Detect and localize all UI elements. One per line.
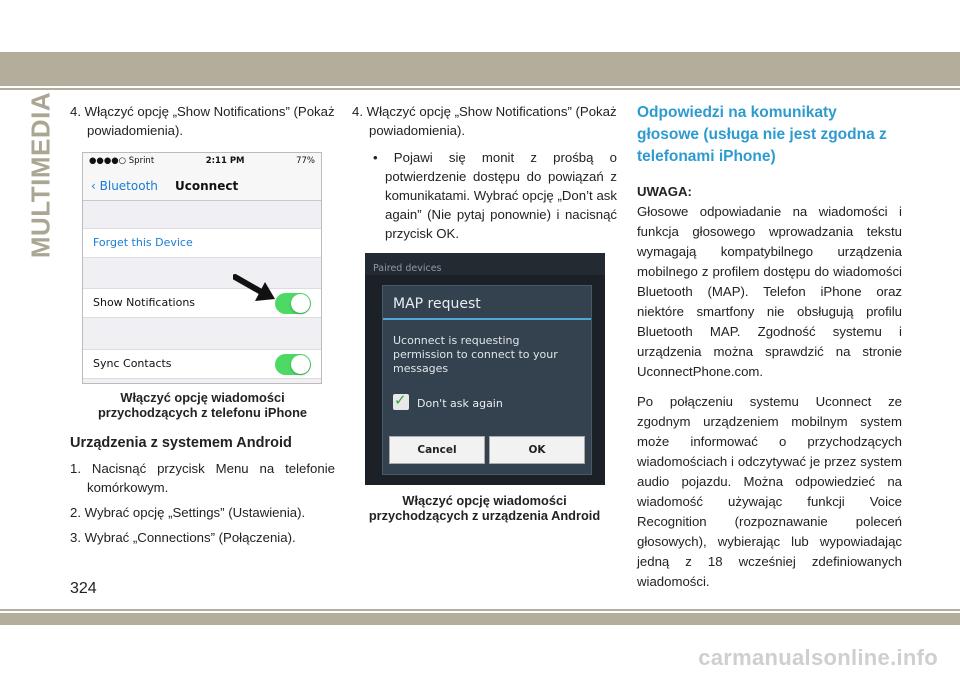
ok-button: OK [489, 436, 585, 464]
paired-devices-header: Paired devices [365, 253, 605, 275]
iphone-screenshot [82, 152, 322, 384]
page-number: 324 [70, 580, 97, 597]
android-section-heading: Urządzenia z systemem Android [70, 435, 292, 451]
step-text: Włączyć opcję „Show Notifications” (Pokaż powiadomienia). [84, 104, 335, 138]
step-4-show-notifications [70, 102, 335, 140]
dialog-title: MAP request [383, 286, 591, 320]
step-4-show-notifications-android: 4. Włączyć opcję „Show Notifications” (Pokaż powiadomienia). [352, 104, 617, 138]
forget-device-row: Forget this Device [83, 228, 322, 258]
clock-label: 2:11 PM [205, 155, 245, 166]
note-paragraph: Głosowe odpowiadanie na wiadomości i funkcja głosowego wprowadzania tekstu wymagają kompatybilnego urządzenia mobilnego z profilem dostępu do wiadomości Bluetooth (MAP). Telefon iPhone oraz niektóre smartfony nie obsługują profilu Bluetooth MAP. Zgodność systemu i urządzenia można sprawdzić na stronie UconnectPhone.com. [637, 204, 902, 379]
checkbox-checked-icon [393, 394, 409, 410]
notifications-toggle [275, 293, 311, 314]
step-number: 4. [70, 104, 81, 119]
carrier-label: ●●●●○ Sprint [89, 155, 155, 166]
cancel-button: Cancel [389, 436, 485, 464]
step-2-settings: 2. Wybrać opcję „Settings” (Ustawienia). [70, 505, 306, 520]
pointer-arrow-icon [233, 273, 277, 303]
android-screenshot [365, 253, 605, 485]
voice-reply-heading: Odpowiedzi na komunikaty głosowe (usługa nie jest zgodna z telefonami iPhone) [637, 104, 887, 165]
step-3-connections: 3. Wybrać „Connections” (Połączenia). [70, 530, 296, 545]
column-left [70, 102, 335, 547]
iphone-status-bar [83, 153, 321, 169]
dialog-message: Uconnect is requesting permission to connect to your messages [393, 334, 558, 375]
footer-band [0, 613, 960, 625]
battery-label: 77% [296, 155, 315, 166]
back-label: Bluetooth [99, 179, 158, 193]
iphone-caption: Włączyć opcję wiadomości przychodzących z telefonu iPhone [97, 390, 308, 420]
dont-ask-again-label: Don't ask again [417, 397, 503, 410]
iphone-nav-bar [83, 169, 321, 201]
header-band [0, 52, 960, 86]
column-right [637, 102, 902, 592]
sync-contacts-row [83, 349, 322, 379]
chevron-left-icon: ‹ [91, 179, 100, 193]
map-request-dialog [382, 285, 592, 475]
iphone-nav-title: Uconnect [175, 179, 239, 193]
sync-contacts-toggle [275, 354, 311, 375]
step-1-menu: 1. Nacisnąć przycisk Menu na telefonie komórkowym. [70, 461, 335, 495]
footer-rule [0, 609, 960, 611]
map-prompt-bullet: • Pojawi się monit z prośbą o potwierdzenie dostępu do powiązań z komunikatami. Wybrać opcję „Don’t ask again” (Nie pytaj ponownie) i nacisnąć przycisk OK. [373, 150, 617, 241]
side-tab-label: MULTIMEDIA [25, 91, 56, 259]
voice-reply-paragraph: Po połączeniu systemu Uconnect ze zgodnym urządzeniem mobilnym system może informować o przychodzących wiadomościach i odczytywać je przez system audio pojazdu. Można odpowiedzieć na wiadomość używając funkcji Voice Recognition (rozpoznawanie poleceń głosowych), wybierając lub wypowiadając jedną z 18 wcześniej zdefiniowanych wiadomości. [637, 394, 902, 589]
show-notifications-row [83, 288, 322, 318]
back-button [91, 177, 158, 196]
note-label: UWAGA: [637, 184, 692, 199]
site-watermark: carmanualsonline.info [698, 645, 938, 670]
android-caption: Włączyć opcję wiadomości przychodzących z urządzenia Android [368, 493, 601, 523]
header-rule [0, 88, 960, 90]
show-notifications-label: Show Notifications [93, 296, 196, 309]
column-middle [352, 102, 617, 523]
section-side-tab [25, 91, 56, 259]
sync-contacts-label: Sync Contacts [93, 357, 172, 370]
